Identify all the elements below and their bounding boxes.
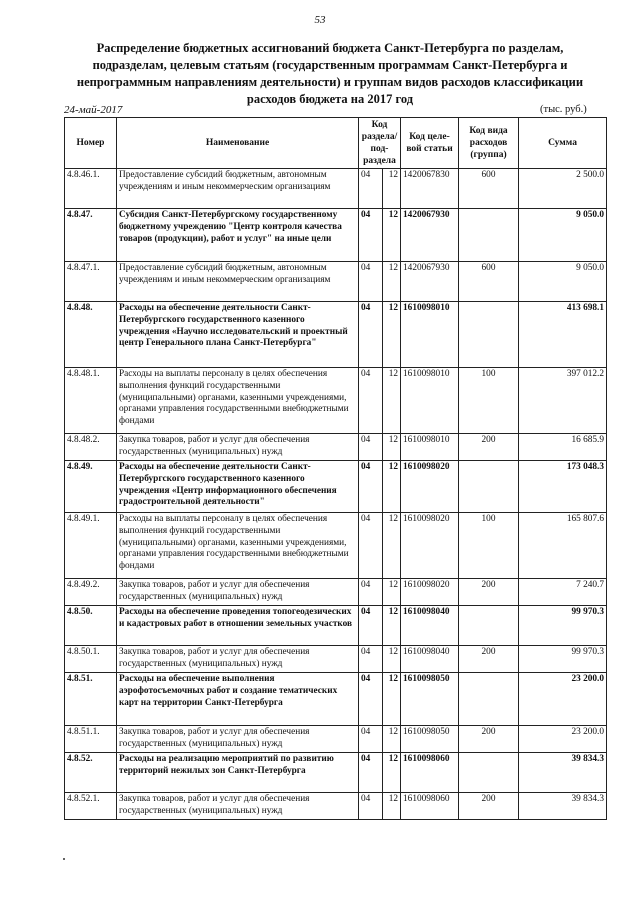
row-target-code: 1610098060: [401, 793, 459, 820]
row-section-code: 04: [359, 262, 383, 302]
row-name: Расходы на реализацию мероприятий по развитию территорий нежилых зон Санкт-Петербурга: [117, 753, 359, 793]
row-number: 4.8.48.2.: [65, 434, 117, 461]
row-expense-type-code: 600: [459, 262, 519, 302]
row-subsection-code: 12: [383, 169, 401, 209]
row-subsection-code: 12: [383, 793, 401, 820]
row-number: 4.8.51.: [65, 673, 117, 726]
row-expense-type-code: [459, 302, 519, 368]
row-section-code: 04: [359, 209, 383, 262]
table-row: [65, 606, 607, 646]
row-number: 4.8.46.1.: [65, 169, 117, 209]
row-section-code: 04: [359, 793, 383, 820]
row-expense-type-code: 100: [459, 513, 519, 579]
column-header-vid: Код вида расходов (группа): [459, 118, 519, 169]
row-expense-type-code: 600: [459, 169, 519, 209]
row-target-code: 1420067930: [401, 262, 459, 302]
row-number: 4.8.50.: [65, 606, 117, 646]
row-subsection-code: 12: [383, 753, 401, 793]
row-name: Субсидия Санкт-Петербургскому государственному бюджетному учреждению "Центр контроля качества товаров (продукции), работ и услуг" на иные цели: [117, 209, 359, 262]
document-title: Распределение бюджетных ассигнований бюджета Санкт-Петербурга по разделам, подразделам, целевым статьям (государственным программам Санкт-Петербурга и непрограммным направлениям деятельности) и группам видов расходов классификации расходов бюджета на 2017 год: [76, 41, 584, 106]
row-expense-type-code: 200: [459, 434, 519, 461]
row-section-code: 04: [359, 169, 383, 209]
row-name: Закупка товаров, работ и услуг для обеспечения государственных (муниципальных) нужд: [117, 726, 359, 753]
row-number: 4.8.49.: [65, 461, 117, 513]
row-number: 4.8.48.1.: [65, 368, 117, 434]
column-header-name: Наименование: [117, 118, 359, 169]
row-sum: 99 970.3: [519, 646, 607, 673]
row-expense-type-code: 100: [459, 368, 519, 434]
row-subsection-code: 12: [383, 646, 401, 673]
row-subsection-code: 12: [383, 302, 401, 368]
row-expense-type-code: [459, 753, 519, 793]
row-target-code: 1420067830: [401, 169, 459, 209]
row-subsection-code: 12: [383, 579, 401, 606]
row-sum: 173 048.3: [519, 461, 607, 513]
table-row: [65, 302, 607, 368]
row-name: Закупка товаров, работ и услуг для обеспечения государственных (муниципальных) нужд: [117, 579, 359, 606]
row-target-code: 1610098040: [401, 646, 459, 673]
row-number: 4.8.49.2.: [65, 579, 117, 606]
row-subsection-code: 12: [383, 673, 401, 726]
row-section-code: 04: [359, 646, 383, 673]
row-target-code: 1610098060: [401, 753, 459, 793]
document-date: 24-май-2017: [64, 104, 123, 116]
row-subsection-code: 12: [383, 209, 401, 262]
row-section-code: 04: [359, 302, 383, 368]
row-number: 4.8.47.: [65, 209, 117, 262]
row-expense-type-code: [459, 673, 519, 726]
row-sum: 2 500.0: [519, 169, 607, 209]
row-expense-type-code: 200: [459, 579, 519, 606]
row-name: Закупка товаров, работ и услуг для обеспечения государственных (муниципальных) нужд: [117, 646, 359, 673]
row-name: Закупка товаров, работ и услуг для обеспечения государственных (муниципальных) нужд: [117, 793, 359, 820]
table-row: [65, 673, 607, 726]
row-target-code: 1610098020: [401, 513, 459, 579]
row-section-code: 04: [359, 513, 383, 579]
table-row: [65, 209, 607, 262]
table-row: [65, 262, 607, 302]
row-section-code: 04: [359, 606, 383, 646]
column-header-target: Код целе-вой статьи: [401, 118, 459, 169]
row-section-code: 04: [359, 726, 383, 753]
row-target-code: 1610098020: [401, 579, 459, 606]
units-label: (тыс. руб.): [540, 104, 587, 115]
row-expense-type-code: [459, 461, 519, 513]
row-sum: 397 012.2: [519, 368, 607, 434]
row-subsection-code: 12: [383, 726, 401, 753]
row-name: Расходы на выплаты персоналу в целях обеспечения выполнения функций государственными (муниципальными) органами, казенными учреждениями, органами управления государственными внебюджетными фондами: [117, 513, 359, 579]
table-row: [65, 434, 607, 461]
row-section-code: 04: [359, 579, 383, 606]
row-section-code: 04: [359, 461, 383, 513]
row-expense-type-code: [459, 606, 519, 646]
row-expense-type-code: 200: [459, 793, 519, 820]
row-name: Расходы на обеспечение проведения топогеодезических и кадастровых работ в отношении земельных участков: [117, 606, 359, 646]
row-name: Расходы на обеспечение деятельности Санкт-Петербургского государственного казенного учреждения «Центр информационного обеспечения градостроительной деятельности": [117, 461, 359, 513]
row-number: 4.8.50.1.: [65, 646, 117, 673]
table-row: [65, 513, 607, 579]
table-row: [65, 753, 607, 793]
row-name: Расходы на обеспечение деятельности Санкт-Петербургского государственного казенного учреждения «Научно исследовательский и проектный центр Генерального плана Санкт-Петербурга": [117, 302, 359, 368]
row-target-code: 1610098010: [401, 302, 459, 368]
table-row: [65, 646, 607, 673]
row-number: 4.8.49.1.: [65, 513, 117, 579]
row-subsection-code: 12: [383, 368, 401, 434]
row-target-code: 1610098050: [401, 673, 459, 726]
scan-dot: [63, 858, 65, 860]
row-subsection-code: 12: [383, 434, 401, 461]
table-row: [65, 368, 607, 434]
row-name: Закупка товаров, работ и услуг для обеспечения государственных (муниципальных) нужд: [117, 434, 359, 461]
table-row: [65, 726, 607, 753]
row-target-code: 1610098010: [401, 434, 459, 461]
row-number: 4.8.52.: [65, 753, 117, 793]
row-section-code: 04: [359, 673, 383, 726]
row-name: Предоставление субсидий бюджетным, автономным учреждениям и иным некоммерческим организациям: [117, 169, 359, 209]
row-subsection-code: 12: [383, 606, 401, 646]
row-name: Расходы на выплаты персоналу в целях обеспечения выполнения функций государственными (муниципальными) органами, казенными учреждениями, органами управления государственными внебюджетными фондами: [117, 368, 359, 434]
row-sum: 23 200.0: [519, 726, 607, 753]
row-section-code: 04: [359, 753, 383, 793]
row-target-code: 1610098050: [401, 726, 459, 753]
row-sum: 165 807.6: [519, 513, 607, 579]
row-target-code: 1610098020: [401, 461, 459, 513]
page-number: 53: [314, 14, 326, 26]
row-target-code: 1610098010: [401, 368, 459, 434]
table-row: [65, 169, 607, 209]
row-subsection-code: 12: [383, 262, 401, 302]
table-row: [65, 793, 607, 820]
row-target-code: 1610098040: [401, 606, 459, 646]
row-sum: 16 685.9: [519, 434, 607, 461]
column-header-sum: Сумма: [519, 118, 607, 169]
row-number: 4.8.51.1.: [65, 726, 117, 753]
column-header-num: Номер: [65, 118, 117, 169]
row-expense-type-code: 200: [459, 646, 519, 673]
row-sum: 39 834.3: [519, 793, 607, 820]
table-row: [65, 579, 607, 606]
row-number: 4.8.52.1.: [65, 793, 117, 820]
row-expense-type-code: 200: [459, 726, 519, 753]
table-body: [65, 169, 607, 820]
row-expense-type-code: [459, 209, 519, 262]
row-subsection-code: 12: [383, 461, 401, 513]
row-sum: 39 834.3: [519, 753, 607, 793]
row-sum: 413 698.1: [519, 302, 607, 368]
table-row: [65, 461, 607, 513]
column-header-section: Код раздела/ под-раздела: [359, 118, 401, 169]
row-name: Расходы на обеспечение выполнения аэрофотосъемочных работ и создание тематических карт на территории Санкт-Петербурга: [117, 673, 359, 726]
row-sum: 9 050.0: [519, 262, 607, 302]
row-sum: 23 200.0: [519, 673, 607, 726]
row-sum: 7 240.7: [519, 579, 607, 606]
row-subsection-code: 12: [383, 513, 401, 579]
row-section-code: 04: [359, 434, 383, 461]
row-target-code: 1420067930: [401, 209, 459, 262]
row-sum: 99 970.3: [519, 606, 607, 646]
row-number: 4.8.48.: [65, 302, 117, 368]
budget-table: [64, 117, 607, 820]
row-number: 4.8.47.1.: [65, 262, 117, 302]
row-name: Предоставление субсидий бюджетным, автономным учреждениям и иным некоммерческим организациям: [117, 262, 359, 302]
row-sum: 9 050.0: [519, 209, 607, 262]
row-section-code: 04: [359, 368, 383, 434]
